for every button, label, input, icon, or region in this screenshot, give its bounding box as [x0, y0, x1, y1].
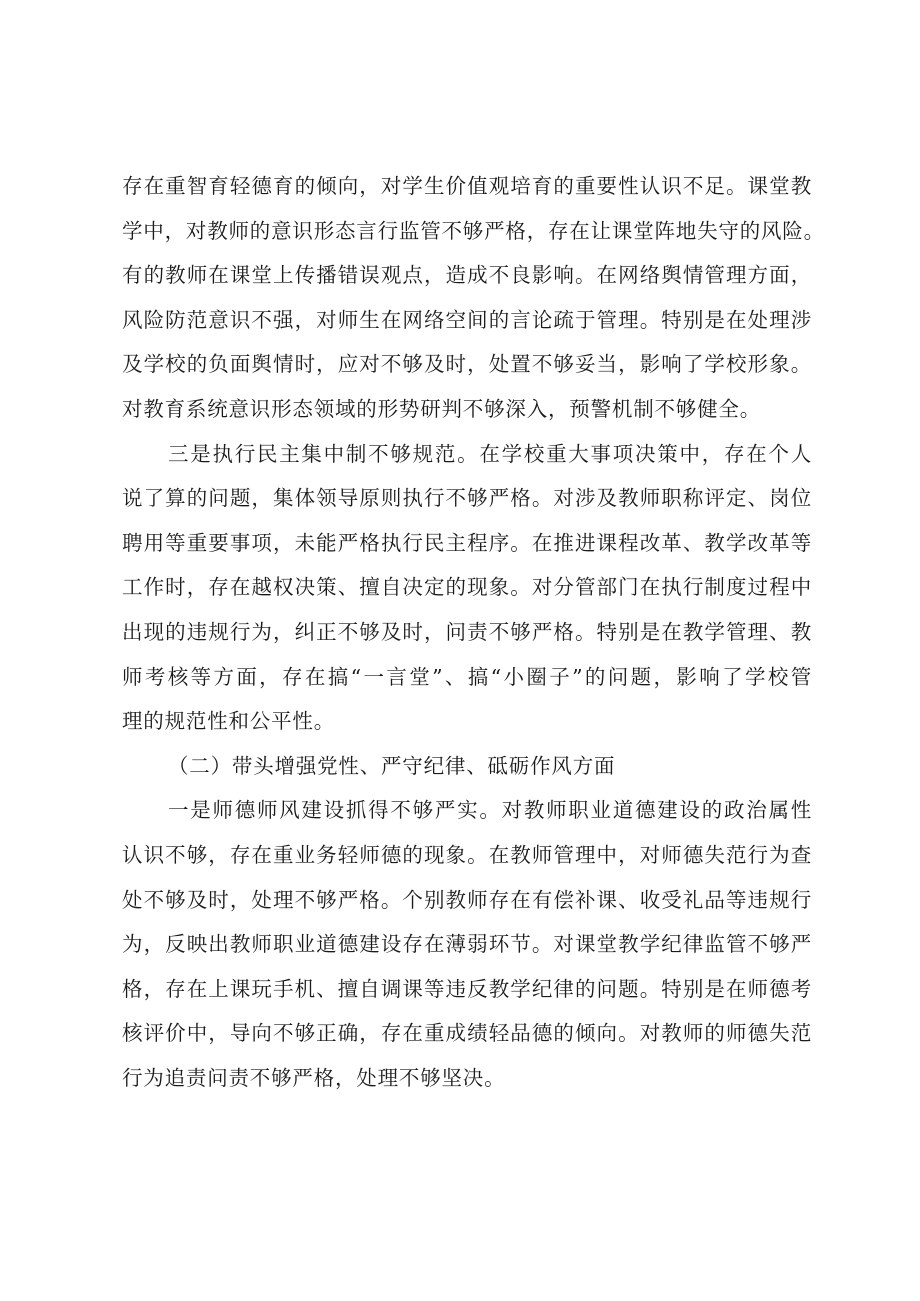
paragraph-democratic-centralism: [122, 432, 812, 744]
text-line: 行为追责问责不够严格，处理不够坚决。: [122, 1065, 506, 1090]
text-line: 存在重智育轻德育的倾向，对学生价值观培育的重要性认识不足。课堂教: [122, 174, 812, 198]
text-line: 处不够及时，处理不够严格。个别教师存在有偿补课、收受礼品等违规行: [122, 887, 812, 912]
text-line: 认识不够，存在重业务轻师德的现象。在教师管理中，对师德失范行为查: [122, 842, 812, 867]
text-line: 出现的违规行为，纠正不够及时，问责不够严格。特别是在教学管理、教: [122, 619, 812, 644]
text-line: 师考核等方面，存在搞“一言堂”、搞“小圈子”的问题，影响了学校管: [122, 664, 812, 689]
text-line: 工作时，存在越权决策、擅自决定的现象。对分管部门在执行制度过程中: [122, 575, 812, 600]
text-line: 核评价中，导向不够正确，存在重成绩轻品德的倾向。对教师的师德失范: [122, 1021, 812, 1046]
section-heading-text: （二）带头增强党性、严守纪律、砥砺作风方面: [168, 753, 616, 778]
text-line: 理的规范性和公平性。: [122, 709, 335, 734]
text-line: 一是师德师风建设抓得不够严实。对教师职业道德建设的政治属性: [168, 798, 812, 823]
text-line: 及学校的负面舆情时，应对不够及时，处置不够妥当，影响了学校形象。: [122, 352, 812, 377]
text-line: 学中，对教师的意识形态言行监管不够严格，存在让课堂阵地失守的风险。: [122, 218, 825, 243]
text-line: 有的教师在课堂上传播错误观点，造成不良影响。在网络舆情管理方面，: [122, 263, 812, 288]
text-line: 风险防范意识不强，对师生在网络空间的言论疏于管理。特别是在处理涉: [122, 307, 812, 332]
text-line: 对教育系统意识形态领域的形势研判不够深入，预警机制不够健全。: [122, 396, 761, 421]
text-line: 三是执行民主集中制不够规范。在学校重大事项决策中，存在个人: [168, 441, 812, 466]
section-heading: [122, 744, 812, 789]
text-line: 为，反映出教师职业道德建设存在薄弱环节。对课堂教学纪律监管不够严: [122, 932, 812, 957]
text-line: 说了算的问题，集体领导原则执行不够严格。对涉及教师职称评定、岗位: [122, 486, 812, 511]
paragraph-teacher-ethics: [122, 788, 812, 1100]
paragraph-ideology-risk: [122, 164, 825, 432]
text-line: 格，存在上课玩手机、擅自调课等违反教学纪律的问题。特别是在师德考: [122, 976, 812, 1001]
text-line: 聘用等重要事项，未能严格执行民主程序。在推进课程改革、教学改革等: [122, 530, 812, 555]
document-body: [122, 164, 825, 1100]
